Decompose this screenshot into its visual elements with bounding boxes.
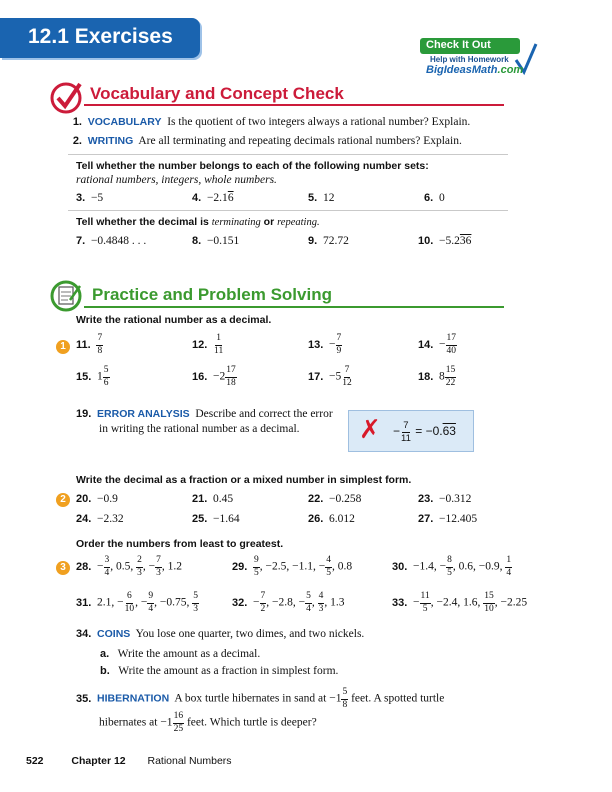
exercise-19-cont: in writing the rational number as a decimal.: [99, 423, 300, 435]
error-x-icon: ✗: [359, 415, 381, 445]
exercise-34: 34. COINS You lose one quarter, two dimes, and two nickels.: [76, 628, 365, 640]
exercise-14: 14. − $\frac{17}{40}$: [418, 333, 457, 356]
exercise-17: 17. −5 $\frac{7}{12}$: [308, 365, 352, 388]
instruction-terminating: Tell whether the decimal is terminating or repeating.: [76, 216, 320, 228]
exercise-35-cont: hibernates at −1 $\frac{16}{25}$ feet. Which turtle is deeper?: [99, 711, 317, 734]
exercise-6: 6. 0: [424, 192, 445, 204]
exercise-29: 29. $\frac{9}{5}$ , −2.5, −1.1, − $\frac{4}{5}$ , 0.8: [232, 555, 353, 578]
exercise-26: 26. 6.012: [308, 513, 355, 525]
example-badge-2: 2: [56, 493, 70, 507]
exercise-8: 8. −0.151: [192, 235, 240, 247]
exercise-27: 27. −12.405: [418, 513, 478, 525]
exercise-16: 16. −2 $\frac{17}{18}$: [192, 365, 236, 388]
instruction-write-fraction: Write the decimal as a fraction or a mixed number in simplest form.: [76, 474, 412, 486]
example-badge-3: 3: [56, 561, 70, 575]
exercise-22: 22. −0.258: [308, 493, 362, 505]
exercise-31: 31. 2.1, − $\frac{6}{10}$ , − $\frac{9}{4}$ , −0.75, $\frac{5}{3}$: [76, 591, 199, 614]
logo-line2: Help with Homework: [430, 55, 509, 64]
exercise-28: 28. − $\frac{3}{4}$ , 0.5, $\frac{2}{3}$ , − $\frac{7}{3}$ , 1.2: [76, 555, 183, 578]
exercise-19: 19. ERROR ANALYSIS Describe and correct the error: [76, 408, 333, 420]
exercise-10: 10. −5.236: [418, 235, 472, 247]
page-number: 522: [26, 755, 44, 767]
practice-title: Practice and Problem Solving: [92, 285, 332, 304]
exercise-34a: a. Write the amount as a decimal.: [100, 648, 261, 660]
checkmark-icon: [50, 80, 84, 114]
check-it-out-logo[interactable]: [420, 38, 538, 80]
section-title: 12.1 Exercises: [28, 25, 173, 48]
vocab-title: Vocabulary and Concept Check: [90, 84, 344, 103]
instruction-write-decimal: Write the rational number as a decimal.: [76, 314, 272, 326]
chapter-label: Chapter 12: [71, 755, 126, 767]
exercise-13: 13. − $\frac{7}{9}$: [308, 333, 342, 356]
exercise-34b: b. Write the amount as a fraction in simplest form.: [100, 665, 339, 677]
exercise-35: 35. HIBERNATION A box turtle hibernates in sand at −1 $\frac{5}{8}$ feet. A spotted turtle: [76, 687, 445, 710]
exercise-2: 2. WRITING Are all terminating and repeating decimals rational numbers? Explain.: [72, 135, 462, 147]
instruction-order: Order the numbers from least to greatest.: [76, 538, 284, 550]
section-header: [0, 18, 200, 58]
logo-line1: Check It Out: [426, 39, 491, 51]
error-work: − $\frac{7}{11}$ = −0.63: [393, 420, 456, 444]
exercise-33: 33. − $\frac{11}{5}$ , −2.4, 1.6, $\frac{15}{10}$ , −2.25: [392, 591, 528, 614]
exercise-21: 21. 0.45: [192, 493, 234, 505]
practice-rule: [84, 306, 504, 308]
exercise-15: 15. 1 $\frac{5}{6}$: [76, 365, 109, 388]
exercise-32: 32. − $\frac{7}{2}$ , −2.8, − $\frac{5}{4}$ , $\frac{4}{3}$ , 1.3: [232, 591, 345, 614]
page-footer: [26, 755, 232, 767]
divider: [68, 154, 508, 155]
exercise-4: 4. −2.16: [192, 192, 234, 204]
exercise-30: 30. −1.4, − $\frac{8}{5}$ , 0.6, −0.9, $\frac{1}{4}$: [392, 555, 512, 578]
exercise-20: 20. −0.9: [76, 493, 118, 505]
instruction-number-sets: Tell whether the number belongs to each of the following number sets:: [76, 160, 429, 172]
error-analysis-box: [348, 410, 474, 452]
exercise-1: 1. VOCABULARY Is the quotient of two integers always a rational number? Explain.: [72, 116, 471, 128]
vocab-rule: [84, 104, 504, 106]
exercise-11: 11. $\frac{7}{8}$: [76, 333, 103, 356]
exercise-7: 7. −0.4848 . . .: [76, 235, 147, 247]
exercise-5: 5. 12: [308, 192, 335, 204]
chapter-title: Rational Numbers: [147, 755, 232, 767]
divider: [68, 210, 508, 211]
logo-line3: BigIdeasMath.com: [426, 64, 524, 76]
example-badge-1: 1: [56, 340, 70, 354]
exercise-18: 18. 8 $\frac{15}{22}$: [418, 365, 456, 388]
exercise-3: 3. −5: [76, 192, 104, 204]
exercise-9: 9. 72.72: [308, 235, 349, 247]
exercise-12: 12. $\frac{1}{11}$: [192, 333, 224, 356]
instruction-number-sets-list: rational numbers, integers, whole numbers.: [76, 174, 277, 186]
exercise-23: 23. −0.312: [418, 493, 472, 505]
notepad-icon: [50, 278, 84, 312]
exercise-25: 25. −1.64: [192, 513, 240, 525]
exercise-24: 24. −2.32: [76, 513, 124, 525]
